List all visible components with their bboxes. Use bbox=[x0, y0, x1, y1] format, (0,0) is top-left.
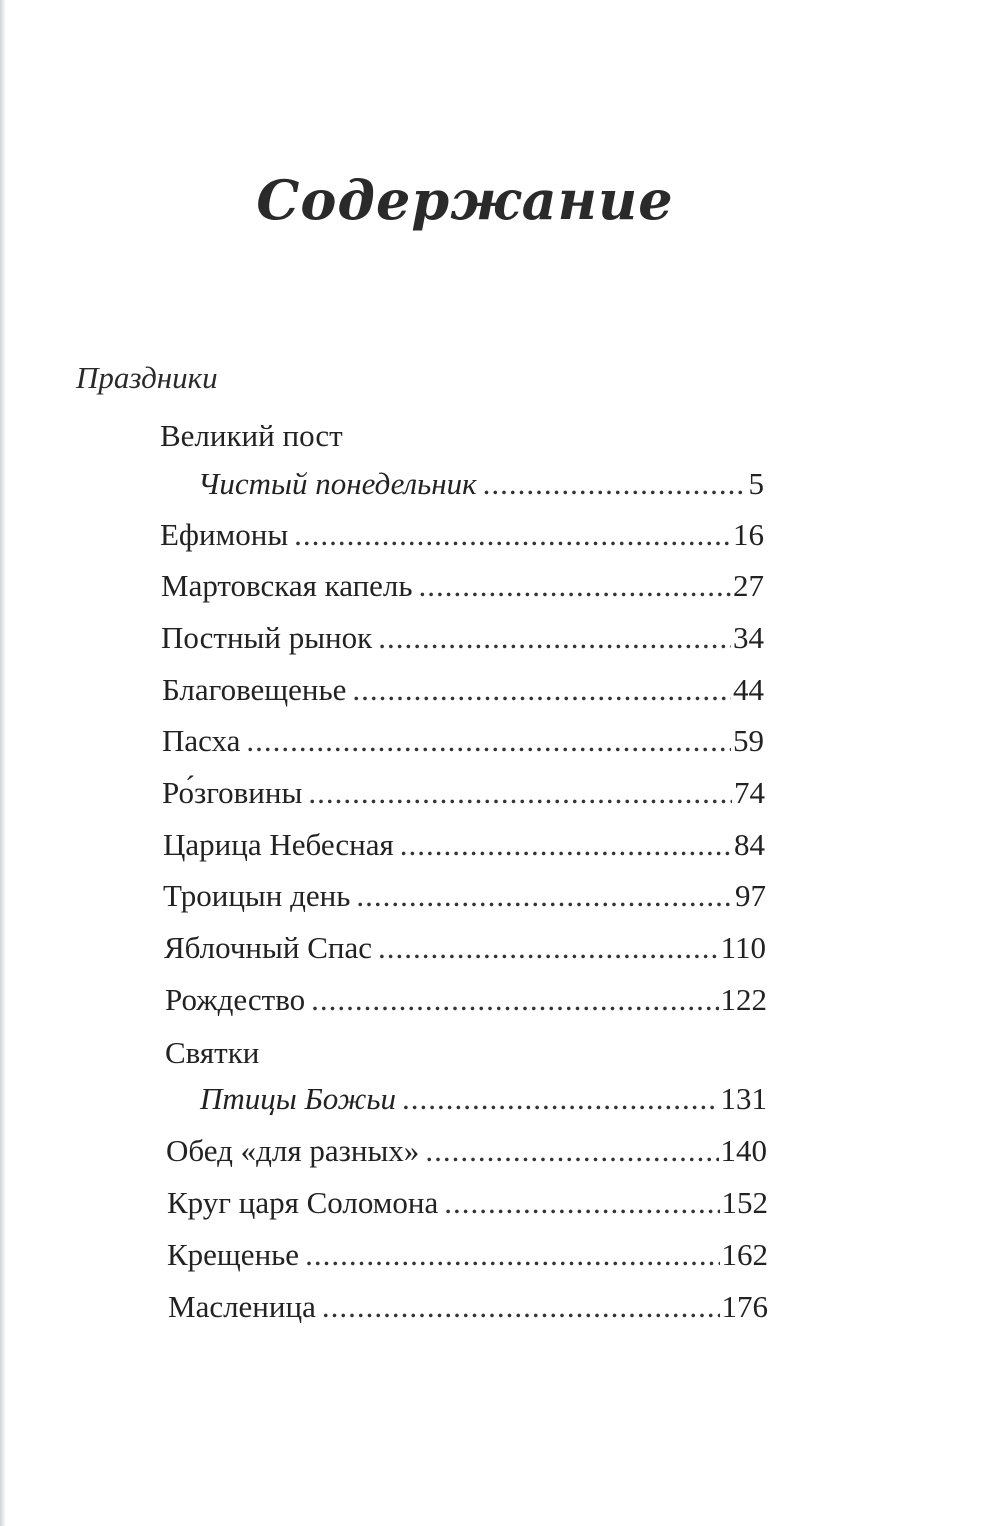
toc-entry-page: 97 bbox=[735, 878, 766, 913]
toc-entry-page: 5 bbox=[748, 466, 764, 501]
toc-entry-title: Пасха bbox=[162, 723, 241, 758]
toc-entry-page: 34 bbox=[733, 620, 764, 655]
toc-entry-title: Ро́зговины bbox=[162, 775, 303, 810]
toc-entry-title: Масленица bbox=[168, 1289, 316, 1324]
toc-entry-page: 176 bbox=[721, 1289, 768, 1324]
toc-entry-page: 122 bbox=[720, 982, 767, 1017]
dot-leader bbox=[402, 1081, 719, 1117]
toc-entry[interactable] bbox=[161, 620, 764, 656]
toc-entry-page: 162 bbox=[721, 1237, 768, 1272]
toc-entry-title: Птицы Божьи bbox=[200, 1081, 396, 1116]
group-heading: Святки bbox=[165, 1035, 260, 1070]
dot-leader bbox=[305, 1237, 719, 1273]
toc-entry[interactable] bbox=[164, 930, 766, 966]
dot-leader bbox=[419, 568, 731, 604]
toc-entry-page: 110 bbox=[720, 930, 766, 965]
toc-entry[interactable] bbox=[163, 827, 765, 863]
dot-leader bbox=[311, 982, 718, 1018]
toc-entry[interactable] bbox=[167, 1237, 768, 1273]
toc-entry-page: 84 bbox=[734, 827, 765, 862]
toc-entry-page: 140 bbox=[720, 1133, 767, 1168]
toc-entry[interactable] bbox=[162, 723, 764, 759]
dot-leader bbox=[352, 672, 731, 708]
toc-entry-page: 16 bbox=[733, 517, 764, 552]
toc-entry-title: Троицын день bbox=[163, 878, 351, 913]
dot-leader bbox=[483, 466, 747, 502]
page-title: Содержание bbox=[256, 168, 674, 232]
toc-entry-page: 131 bbox=[720, 1081, 767, 1116]
dot-leader bbox=[444, 1185, 719, 1221]
toc-entry-page: 74 bbox=[734, 775, 765, 810]
toc-entry-page: 27 bbox=[733, 568, 764, 603]
toc-entry[interactable] bbox=[166, 1133, 767, 1169]
toc-entry-title: Круг царя Соломона bbox=[167, 1185, 439, 1220]
toc-entry-title: Царица Небесная bbox=[163, 827, 394, 862]
toc-entry[interactable] bbox=[167, 1185, 768, 1221]
toc-entry-title: Благовещенье bbox=[162, 672, 347, 707]
toc-entry-page: 59 bbox=[733, 723, 764, 758]
dot-leader bbox=[425, 1133, 718, 1169]
toc-entry-title: Чистый понедельник bbox=[198, 466, 477, 501]
toc-entry-page: 44 bbox=[733, 672, 764, 707]
toc-entry[interactable] bbox=[161, 568, 764, 604]
toc-entry-title: Рождество bbox=[165, 982, 306, 1017]
dot-leader bbox=[378, 620, 731, 656]
dot-leader bbox=[294, 517, 731, 553]
section-heading: Праздники bbox=[76, 360, 218, 395]
dot-leader bbox=[308, 775, 732, 811]
group-heading: Великий пост bbox=[160, 418, 343, 453]
toc-entry[interactable] bbox=[163, 878, 766, 914]
toc-entry[interactable] bbox=[168, 1289, 768, 1325]
toc-entry-title: Мартовская капель bbox=[161, 568, 413, 603]
dot-leader bbox=[356, 878, 733, 914]
toc-entry-title: Ефимоны bbox=[160, 517, 289, 552]
dot-leader bbox=[246, 723, 731, 759]
toc-entry[interactable] bbox=[160, 517, 764, 553]
toc-entry[interactable] bbox=[162, 672, 764, 708]
toc-entry[interactable] bbox=[200, 1081, 767, 1117]
toc-entry-title: Постный рынок bbox=[161, 620, 373, 655]
toc-entry-title: Крещенье bbox=[167, 1237, 300, 1272]
dot-leader bbox=[322, 1289, 720, 1325]
toc-entry-title: Обед «для разных» bbox=[166, 1133, 420, 1168]
toc-entry[interactable] bbox=[162, 775, 765, 811]
toc-entry-title: Яблочный Спас bbox=[164, 930, 372, 965]
dot-leader bbox=[400, 827, 732, 863]
toc-entry[interactable] bbox=[198, 466, 764, 502]
toc-entry-page: 152 bbox=[721, 1185, 768, 1220]
toc-entry[interactable] bbox=[165, 982, 767, 1018]
dot-leader bbox=[378, 930, 719, 966]
